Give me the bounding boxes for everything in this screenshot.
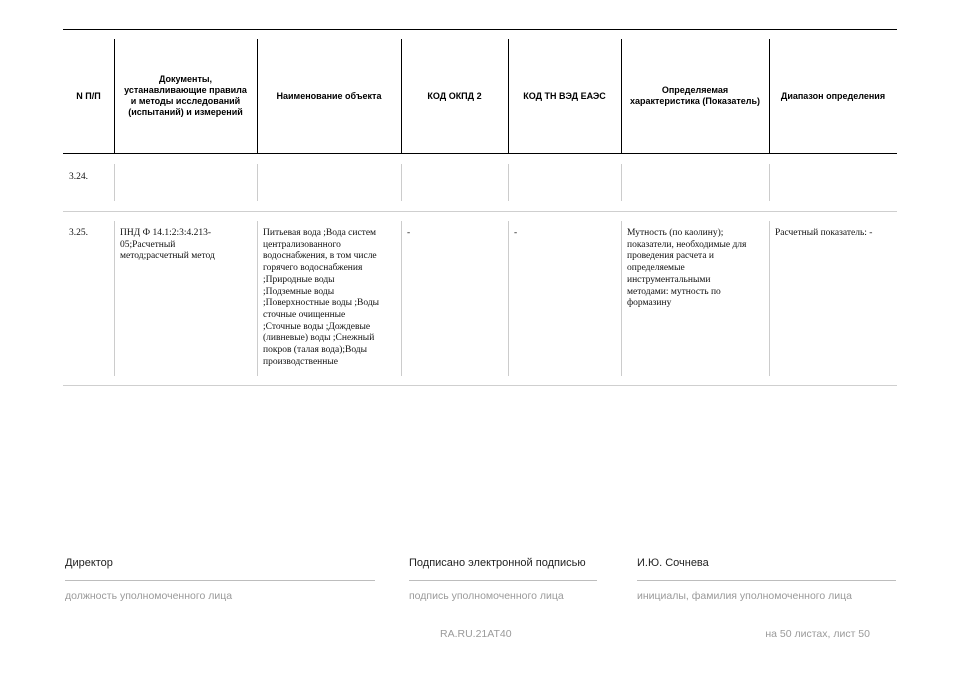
position-value: Директор: [65, 557, 113, 569]
row-characteristic-cell: [621, 153, 769, 211]
row-characteristic-cell: Мутность (по каолину); показатели, необходимые для проведения расчета и определяемые инструментальными методами: мутность по формазину: [627, 228, 747, 309]
row-number-cell: 3.25.: [69, 228, 88, 238]
row-okpd-cell: -: [407, 228, 411, 238]
row-range-cell: [769, 153, 897, 211]
table-row: [63, 153, 897, 211]
sign-value: Подписано электронной подписью: [409, 557, 586, 569]
table-top-border: [63, 29, 897, 30]
row-okpd-cell: [401, 153, 508, 211]
row-tnved-cell: [508, 153, 621, 211]
table-row: [63, 211, 897, 385]
name-line: [637, 580, 896, 581]
name-value: И.Ю. Сочнева: [637, 557, 709, 569]
registry-number: RA.RU.21АТ40: [440, 628, 512, 640]
header-cell-tnved: КОД ТН ВЭД ЕАЭС: [523, 90, 606, 101]
row-documents-cell: [114, 153, 257, 211]
sign-caption: подпись уполномоченного лица: [409, 590, 564, 602]
header-cell-object: Наименование объекта: [276, 90, 382, 101]
page-counter: на 50 листах, лист 50: [765, 628, 870, 640]
row-number-cell: 3.24.: [69, 172, 88, 182]
header-cell-number: N П/П: [76, 90, 101, 101]
signature-name: [637, 557, 896, 602]
position-line: [65, 580, 375, 581]
position-caption: должность уполномоченного лица: [65, 590, 233, 602]
header-cell-characteristic: Определяемая характеристика (Показатель): [629, 85, 761, 106]
row-separator: [63, 385, 897, 386]
row-documents-cell: ПНД Ф 14.1:2:3:4.213- 05;Расчетный метод;расчетный метод: [120, 228, 215, 262]
signature-position: [65, 557, 375, 602]
signature-sign: [409, 557, 597, 602]
row-object-cell: Питьевая вода ;Вода систем централизованного водоснабжения, в том числе горячего водоснабжения ;Природные воды ;Подземные воды ;Поверхностные воды ;Воды сточные очищенные ;Сточные воды ;Дождевые (ливневые) воды ;Снежный покров (талая вода);Воды производственные: [263, 228, 380, 367]
sign-line: [409, 580, 597, 581]
name-caption: инициалы, фамилия уполномоченного лица: [637, 590, 852, 602]
header-cell-okpd: КОД ОКПД 2: [427, 90, 482, 101]
row-object-cell: [257, 153, 401, 211]
header-cell-documents: Документы, устанавливающие правила и методы исследований (испытаний) и измерений: [124, 74, 247, 117]
table-header-row: [63, 39, 897, 153]
row-tnved-cell: -: [514, 228, 518, 238]
header-cell-range: Диапазон определения: [780, 90, 886, 101]
row-range-cell: Расчетный показатель: -: [775, 228, 873, 238]
